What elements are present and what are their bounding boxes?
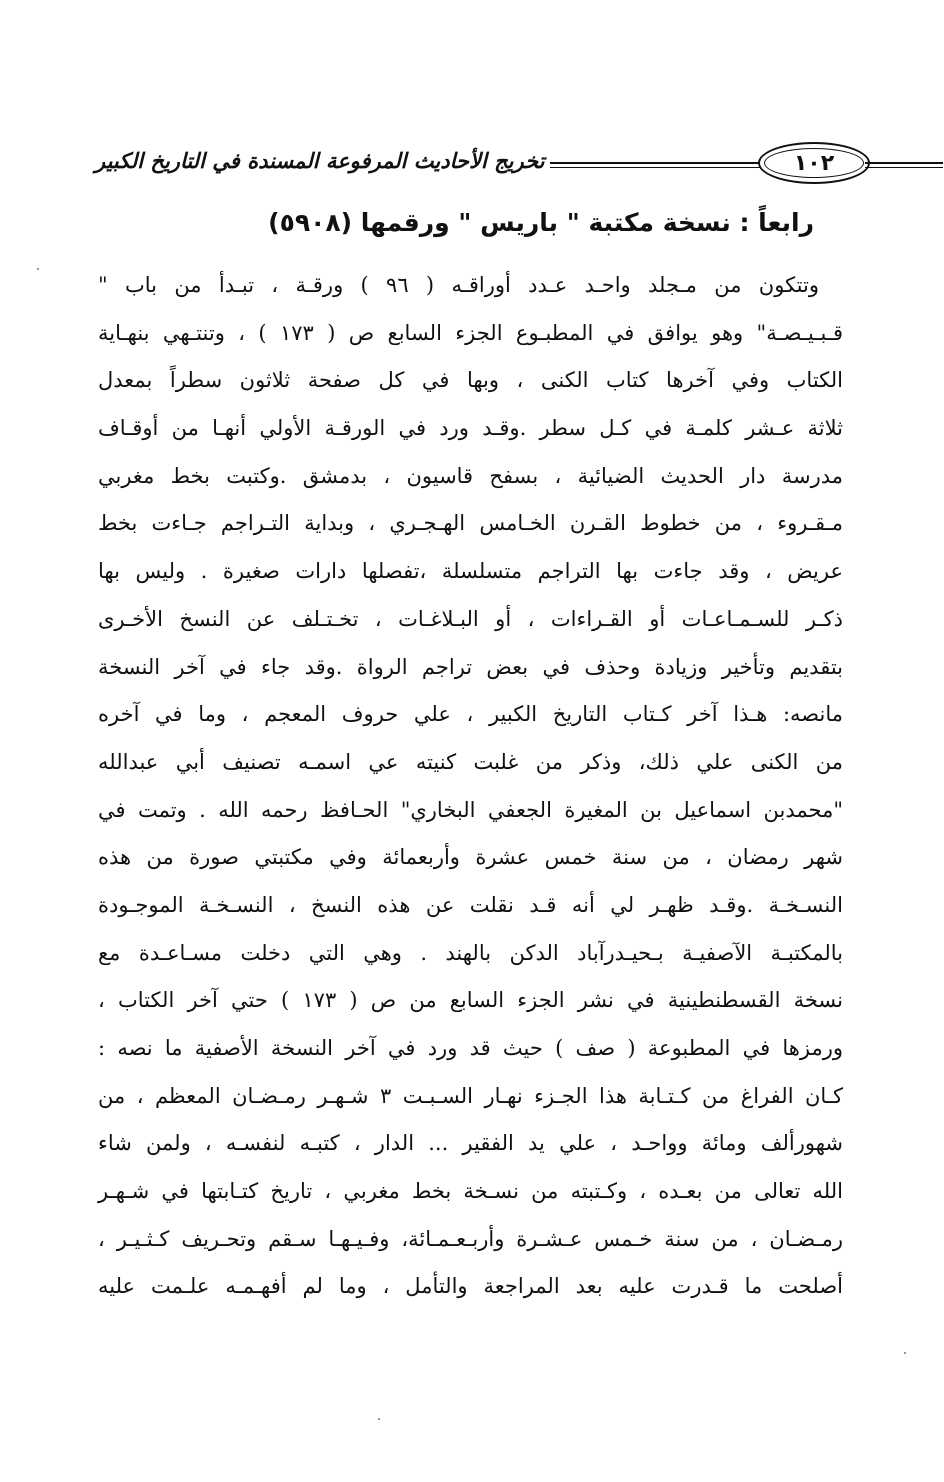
scan-speck: [904, 1352, 906, 1354]
body-line-2: قـبـيـصـة" وهو يوافق في المطبـوع الجزء السابع ص ( ١٧٣ ) ، وتنتـهي بنهـاية: [98, 320, 844, 345]
header-rule-left: [550, 162, 760, 168]
running-header: [95, 142, 845, 190]
body-line-9: بتقديم وتأخير وزيادة وحذف في بعض تراجم الرواة .وقد جاء في آخر النسخة: [98, 654, 843, 679]
body-line-19: شهورألف ومائة وواحـد ، علي يد الفقير ... الدار ، كتبـه لنفسـه ، ولمن شاء: [98, 1131, 843, 1156]
body-text: [98, 262, 843, 1311]
body-line-5: مدرسة دار الحديث الضيائية ، بسفح قاسيون ، بدمشق .وكتبت بخط مغربي: [98, 463, 843, 488]
body-line-3: الكتاب وفي آخرها كتاب الكنى ، وبها في كل صفحة ثلاثون سطراً بمعدل: [98, 368, 843, 393]
section-heading: رابعاً : نسخة مكتبة " باريس " ورقمها (٥٩٠٨): [268, 208, 814, 237]
body-line-7: عريض ، وقد جاءت بها التراجم متسلسلة ،تفصلها دارات صغيرة . وليس بها: [98, 559, 843, 584]
page-number-oval: [758, 142, 870, 184]
body-line-1: وتتكون من مـجلد واحـد عـدد أوراقـه ( ٩٦ ) ورقـة ، تبـدأ من باب ": [98, 273, 819, 297]
body-line-8: ذكـر للسـمـاعـات أو القـراءات ، أو البـلاغـات ، تخـتـلف عن النسخ الأخـرى: [98, 606, 843, 631]
body-line-14: النسـخـة .وقـد ظهـر لي أنه قـد نقلت عن هذه النسخ ، النسـخـة الموجـودة: [98, 892, 843, 917]
body-line-13: شهر رمضان ، من سنة خمس عشرة وأربعمائة وفي مكتبتي صورة من هذه: [98, 845, 843, 870]
body-line-17: ورمزها في المطبوعة ( صف ) حيث قد ورد في آخر النسخة الأصفية ما نصه :: [98, 1036, 843, 1060]
body-line-15: بالمكتبـة الآصفيـة بـحيـدرآباد الدكن بالهند . وهي التي دخلت مسـاعـدة مع: [98, 940, 843, 965]
header-rule-right: [865, 162, 943, 168]
body-line-4: ثلاثة عـشر كلمـة في كـل سطر .وقـد ورد في الورقـة الأولي أنهـا من أوقـاف: [98, 416, 843, 441]
body-line-20: الله تعالى من بعـده ، وكـتبته من نسـخة بخط مغربي ، تاريخ كتـابتها في شـهـر: [98, 1179, 843, 1204]
body-line-16: نسخة القسطنطينية في نشر الجزء السابع من ص ( ١٧٣ ) حتي آخر الكتاب ،: [98, 988, 843, 1013]
body-line-11: من الكنى علي ذلك، وذكر من غلبت كنيته عي اسمـه تصنيف أبي عبدالله: [98, 749, 843, 774]
scan-speck: [378, 1418, 380, 1420]
scan-speck: [37, 268, 39, 270]
body-line-6: مـقـروء ، من خطوط القـرن الخـامس الهـجـري ، وبداية التـراجم جـاءت بخط: [98, 511, 843, 536]
body-line-12: "محمدبن اسماعيل بن المغيرة الجعفي البخاري" الحـافظ رحمه الله . وتمت في: [98, 797, 843, 822]
body-line-21: رمـضـان ، من سنة خـمس عـشـرة وأربـعـمـائة، وفـيـهـا سـقم وتحـريف كـثـيـر ،: [98, 1226, 843, 1251]
running-title: تخريج الأحاديث المرفوعة المسندة في التاريخ الكبير: [95, 148, 545, 173]
body-line-10: مانصه: هـذا آخر كـتاب التاريخ الكبير ، علي حروف المعجم ، وما في آخره: [98, 702, 843, 727]
body-line-22: أصلحت ما قـدرت عليه بعد المراجعة والتأمل ، وما لم أفهـمـه علـمت عليه: [98, 1274, 843, 1299]
body-line-18: كـان الفراغ من كـتـابة هذا الجـزء نهـار السـبـت ٣ شـهـر رمـضـان المعظم ، من: [98, 1083, 843, 1108]
page-number: ١٠٢: [793, 150, 835, 176]
